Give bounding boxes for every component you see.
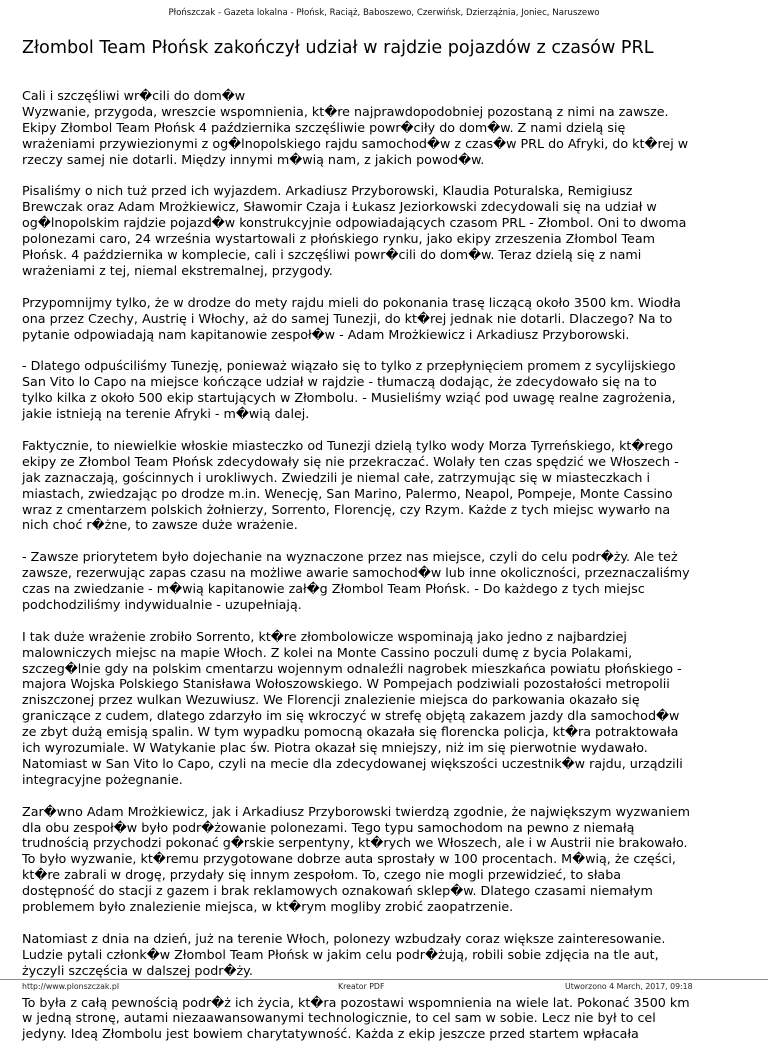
article-paragraph: - Zawsze priorytetem było dojechanie na wyznaczone przez nas miejsce, czyli do celu podr�ży. Ale też zawsze, rezerwując zapas czasu na możliwe awarie samochod�w lub inne okoliczności, przeznaczaliśmy czas na zwiedzanie - m�wią kapitanowie zał�g Złombol Team Płońsk. - Do każdego z tych miejsc podchodziliśmy indywidualnie - uzupełniają. — [22, 549, 690, 612]
page-header: Płońszczak - Gazeta lokalna - Płońsk, Raciąż, Baboszewo, Czerwińsk, Dzierzążnia, Joniec, Naruszewo — [168, 8, 600, 18]
article-paragraph: Cali i szczęśliwi wr�cili do dom�w Wyzwanie, przygoda, wreszcie wspomnienia, kt�re najprawdopodobniej pozostaną z nimi na zawsze. Ekipy Złombol Team Płońsk 4 października szczęśliwie powr�ciły do dom�w. Z nami dzielą się wrażeniami przywiezionymi z og�lnopolskiego rajdu samochod�w z czas�w PRL do Afryki, do kt�rej w rzeczy samej nie dotarli. Między innymi m�wią nam, z jakich powod�w. — [22, 88, 689, 167]
article-paragraph: - Dlatego odpuściliśmy Tunezję, ponieważ wiązało się to tylko z przepłynięciem promem z sycylijskiego San Vito lo Capo na miejsce kończące udział w rajdzie - tłumaczą dodając, że zdecydowało się na to tylko kilka z około 500 ekip startujących w Złombolu. - Musieliśmy wziąć pod uwagę realne zagrożenia, jakie istnieją na terenie Afryki - m�wią dalej. — [22, 358, 676, 422]
footer-creator: Kreator PDF — [338, 982, 385, 991]
page-footer — [0, 979, 768, 995]
article-body — [22, 88, 752, 1058]
article-title: Złombol Team Płońsk zakończył udział w rajdzie pojazdów z czasów PRL — [22, 38, 654, 58]
article-paragraph: I tak duże wrażenie zrobiło Sorrento, kt�re złombolowicze wspominają jako jedno z najbardziej malowniczych miejsc na mapie Włoch. Z kolei na Monte Cassino poczuli dumę z bycia Polakami, szczeg�lnie gdy na polskim cmentarzu wojennym odnaleźli nagrobek mieszkańca powiatu płońskiego - majora Wojska Polskiego Stanisława Wołoszowskiego. W Pompejach podziwiali pozostałości metropolii zniszczonej przez wulkan Wezuwiusz. We Florencji znalezienie miejsca do parkowania okazało się graniczące z cudem, dlatego zdarzyło im się wkroczyć w strefę objętą zakazem jazdy dla samochod�w ze zbyt dużą emisją spalin. W tym wypadku pomocną okazała się florencka policja, kt�ra potraktowała ich wyrozumiale. W Watykanie plac św. Piotra okazał się mniejszy, niż im się pierwotnie wydawało. Natomiast w San Vito lo Capo, czyli na mecie dla zdecydowanej większości uczestnik�w rajdu, urządzili integracyjne pożegnanie. — [22, 628, 683, 787]
article-paragraph: Pisaliśmy o nich tuż przed ich wyjazdem. Arkadiusz Przyborowski, Klaudia Poturalska, Remigiusz Brewczak oraz Adam Mrożkiewicz, Sławomir Czaja i Łukasz Jeziorkowski zdecydowali się na udział w og�lnopolskim rajdzie pojazd�w konstrukcyjnie odpowiadających czasom PRL - Złombol. Oni to dwoma polonezami caro, 24 września wystartowali z płońskiego rynku, jako ekipy zrzeszenia Złombol Team Płońsk. 4 października w komplecie, cali i szczęśliwi powr�cili do dom�w. Teraz dzielą się z nami wrażeniami z tej, niemal ekstremalnej, przygody. — [22, 183, 687, 278]
article-paragraph: Natomiast z dnia na dzień, już na terenie Włoch, polonezy wzbudzały coraz większe zainteresowanie. Ludzie pytali członk�w Złombol Team Płońsk w jakim celu podr�żują, robili sobie zdjęcia na tle aut, życzyli szczęścia w dalszej podr�ży. — [22, 930, 666, 978]
article-paragraph: Faktycznie, to niewielkie włoskie miasteczko od Tunezji dzielą tylko wody Morza Tyrreńskiego, kt�rego ekipy ze Złombol Team Płońsk zdecydowały się nie przekraczać. Wolały ten czas spędzić we Włoszech - jak zaznaczają, gościnnych i urokliwych. Zwiedzili je niemal całe, zatrzymując się w miasteczkach i miastach, zwiedzając po drodze m.in. Wenecję, San Marino, Palermo, Neapol, Pompeje, Monte Cassino wraz z cmentarzem polskich żołnierzy, Sorrento, Florencję, czy Rzym. Każde z tych miejsc wywarło na nich choć r�żne, to zawsze duże wrażenie. — [22, 437, 679, 533]
article-paragraph: Zar�wno Adam Mrożkiewicz, jak i Arkadiusz Przyborowski twierdzą zgodnie, że największym wyzwaniem dla obu zespoł�w było podr�żowanie polonezami. Tego typu samochodom na pewno z niemałą trudnością przychodzi pokonać g�rskie serpentyny, kt�rych we Włoszech, ale i w Austrii nie brakowało. To było wyzwanie, kt�remu przygotowane dobrze auta sprostały w 100 procentach. M�wią, że części, kt�re zabrali w drogę, przydały się innym zespołom. To, czego nie mogli przewidzieć, to słaba dostępność do stacji z gazem i brak reklamowych oznakowań sklep�w. Dlatego czasami niemałym problemem było znalezienie miejsca, w kt�rym mogliby zrobić zaopatrzenie. — [22, 803, 691, 915]
article-paragraph: To była z całą pewnością podr�ż ich życia, kt�ra pozostawi wspomnienia na wiele lat. Pokonać 3500 km w jedną stronę, autami niezaawansowanymi technologicznie, to cel sam w sobie. Lecz nie był to cel jedyny. Ideą Złombolu jest bowiem charytatywność. Każda z ekip jeszcze przed startem wpłacała — [22, 994, 690, 1042]
footer-url-link[interactable]: http://www.plonszczak.pl — [22, 982, 120, 991]
footer-date: Utworzono 4 March, 2017, 09:18 — [565, 982, 693, 991]
article-paragraph: Przypomnijmy tylko, że w drodze do mety rajdu mieli do pokonania trasę liczącą około 3500 km. Wiodła ona przez Czechy, Austrię i Włochy, aż do samej Tunezji, do kt�rej jednak nie dotarli. Dlaczego? Na to pytanie odpowiadają nam kapitanowie zespoł�w - Adam Mrożkiewicz i Arkadiusz Przyborowski. — [22, 294, 681, 342]
